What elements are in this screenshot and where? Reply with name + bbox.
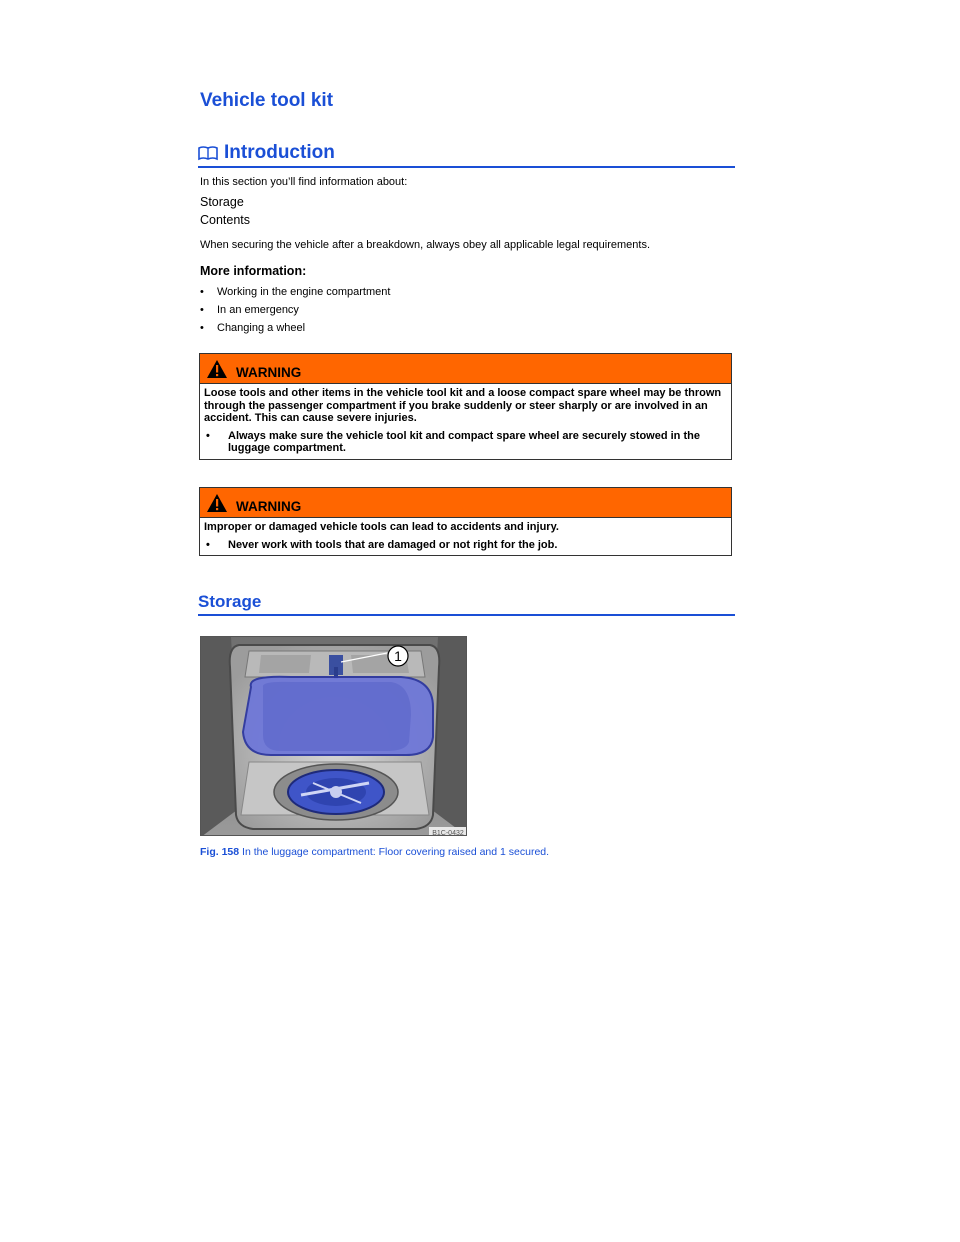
callout-number: 1 bbox=[394, 648, 402, 664]
topic-contents: Contents bbox=[200, 213, 251, 227]
page-title: Vehicle tool kit bbox=[200, 90, 334, 111]
storage-heading bbox=[198, 592, 735, 616]
warning-bullet-text: Always make sure the vehicle tool kit and compact spare wheel are securely stowed in the luggage compartment. bbox=[228, 429, 700, 454]
warning-triangle-icon bbox=[206, 359, 228, 379]
introduction-heading bbox=[198, 140, 735, 168]
more-info-list bbox=[200, 285, 390, 339]
list-item: • In an emergency bbox=[200, 303, 390, 321]
warning-title: WARNING bbox=[236, 365, 302, 380]
warning-bullet-text: Never work with tools that are damaged or not right for the job. bbox=[228, 538, 558, 551]
topic-storage: Storage bbox=[200, 195, 244, 209]
list-item: • Working in the engine compartment bbox=[200, 285, 390, 303]
figure-code: B1C-0432 bbox=[432, 830, 464, 836]
list-item: • Changing a wheel bbox=[200, 321, 390, 339]
warning-bullet: • Always make sure the vehicle tool kit and compact spare wheel are securely stowed in the luggage compartment. bbox=[204, 430, 727, 455]
warning-triangle-icon bbox=[206, 493, 228, 513]
figure-caption-text: In the luggage compartment: Floor covering raised and 1 secured. bbox=[242, 846, 550, 858]
figure-caption-label: Fig. 158 bbox=[200, 846, 240, 858]
warning-bullet: • Never work with tools that are damaged or not right for the job. bbox=[206, 538, 558, 551]
warning-text: Loose tools and other items in the vehicle tool kit and a loose compact spare wheel may be thrown through the passenger compartment if you brake suddenly or steer sharply or are involved in an accident. This can cause severe injuries. bbox=[204, 387, 722, 424]
warning-text: Improper or damaged vehicle tools can lead to accidents and injury. bbox=[204, 521, 559, 533]
link-changing-wheel[interactable]: Changing a wheel bbox=[217, 322, 306, 334]
introduction-heading-text: Introduction bbox=[224, 142, 335, 163]
luggage-compartment-illustration bbox=[201, 637, 467, 836]
luggage-compartment-figure bbox=[200, 636, 467, 836]
link-engine-compartment[interactable]: Working in the engine compartment bbox=[217, 286, 391, 298]
warning-header bbox=[200, 488, 731, 518]
warning-box-2 bbox=[199, 487, 732, 556]
warning-title: WARNING bbox=[236, 499, 302, 514]
warning-box-1 bbox=[199, 353, 732, 460]
more-info-label: More information: bbox=[200, 264, 307, 278]
warning-header bbox=[200, 354, 731, 384]
book-icon bbox=[198, 145, 218, 161]
legal-note: When securing the vehicle after a breakdown, always obey all applicable legal requirements. bbox=[200, 239, 651, 251]
figure-caption bbox=[200, 846, 549, 858]
link-emergency[interactable]: In an emergency bbox=[217, 304, 299, 316]
intro-lead: In this section you’ll find information about: bbox=[200, 176, 408, 188]
storage-heading-text: Storage bbox=[198, 592, 262, 611]
